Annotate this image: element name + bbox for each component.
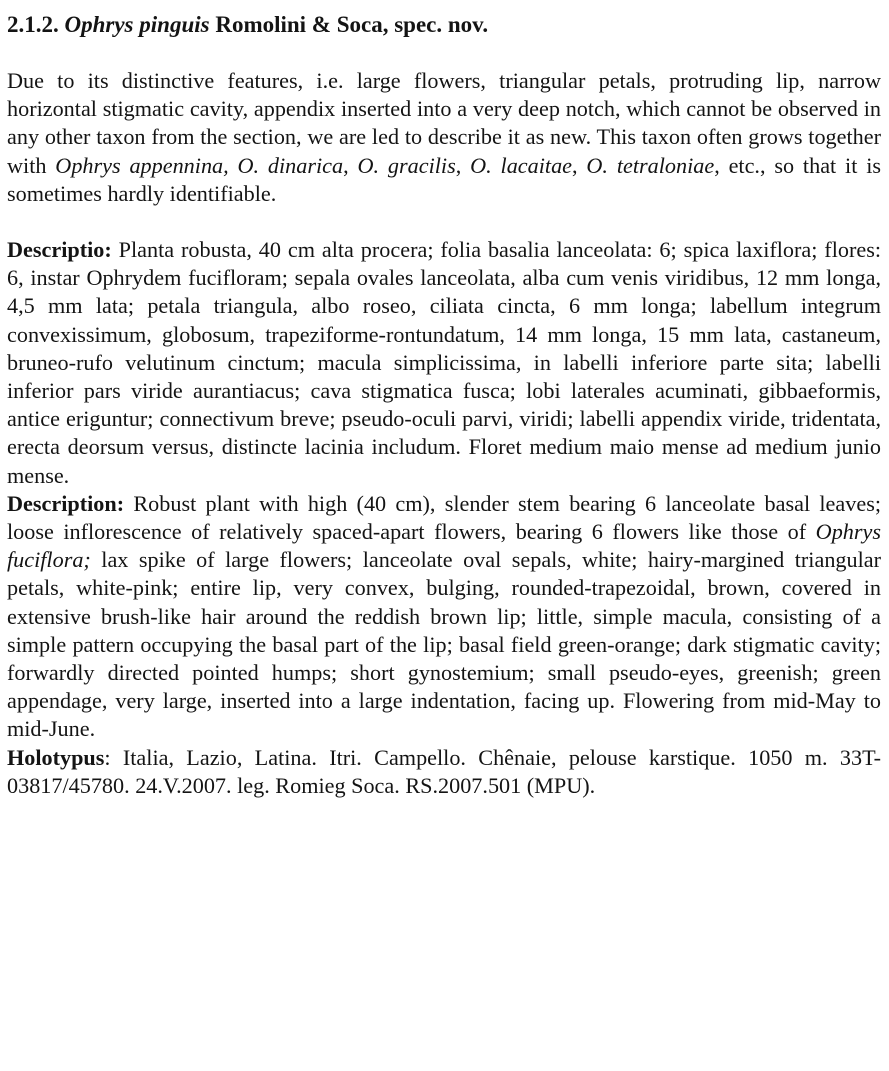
holotypus-text: : Italia, Lazio, Latina. Itri. Campello. Chênaie, pelouse karstique. 1050 m. 33T-03817/45780. 24.V.2007. leg. Romieg Soca. RS.2007.501 (MPU). <box>7 744 881 798</box>
document-page <box>7 11 881 800</box>
latin-description-paragraph <box>7 236 881 490</box>
intro-text: , <box>455 152 471 178</box>
heading-authors: Romolini & Soca, spec. nov. <box>215 12 489 37</box>
species-name: O. gracilis <box>357 152 456 178</box>
species-name: Ophrys fuciflora; <box>7 519 881 573</box>
intro-text: , <box>572 152 587 178</box>
descriptio-label: Descriptio: <box>7 237 112 263</box>
descriptio-text: Planta robusta, 40 cm alta procera; folia basalia lanceolata: 6; spica laxiflora; flores: 6, instar Ophrydem fucifloram; sepala ovales lanceolata, alba cum venis viridibus, 12 mm longa, 4,5 mm lata; petala triangula, albo roseo, ciliata cincta, 6 mm longa; labellum integrum convexissimum, globosum, trapeziforme-rontundatum, 14 mm longa, 15 mm lata, castaneum, bruneo-rufo velutinum cinctum; macula simplicissima, in labelli inferiore parte sita; labelli inferior pars viride aurantiacus; cava stigmatica fusca; lobi laterales acuminati, gibbaeformis, antice eriguntur; connectivum breve; pseudo-oculi parvi, viridi; labelli appendix viride, tridentata, erecta deorsum versus, distincte lacinia includum. Floret medium maio mense ad medium junio mense. <box>7 237 881 488</box>
species-name: Ophrys appennina, O. dinarica <box>55 152 344 178</box>
intro-text: Due to its distinctive features, i.e. large flowers, triangular petals, protruding lip, narrow horizontal stigmatic cavity, appendix inserted into a very deep notch, which cannot be observed in any other taxon from the section, we are led to describe it as new. This taxon often grows together with <box>7 68 881 178</box>
holotypus-paragraph <box>7 744 881 800</box>
section-number: 2.1.2. <box>7 12 59 37</box>
holotypus-label: Holotypus <box>7 744 105 770</box>
species-name: O. lacaitae <box>470 152 573 178</box>
intro-text: , etc., so that it is sometimes hardly identifiable. <box>7 152 882 206</box>
intro-paragraph <box>7 67 881 208</box>
species-name: O. tetraloniae <box>586 152 715 178</box>
section-heading <box>7 11 881 39</box>
description-text: lax spike of large flowers; lanceolate oval sepals, white; hairy-margined triangular petals, white-pink; entire lip, very convex, bulging, rounded-trapezoidal, brown, covered in extensive brush-like hair around the reddish brown lip; little, simple macula, consisting of a simple pattern occupying the basal part of the lip; basal field green-orange; dark stigmatic cavity; forwardly directed pointed humps; short gynostemium; small pseudo-eyes, greenish; green appendage, very large, inserted into a large indentation, facing up. Flowering from mid-May to mid-June. <box>7 547 881 742</box>
description-text: Robust plant with high (40 cm), slender stem bearing 6 lanceolate basal leaves; loose inflorescence of relatively spaced-apart flowers, bearing 6 flowers like those of <box>7 490 881 545</box>
description-label: Description: <box>7 490 125 516</box>
intro-text: , <box>343 152 358 178</box>
taxon-name: Ophrys pinguis <box>64 12 210 37</box>
english-description-paragraph <box>7 490 881 744</box>
